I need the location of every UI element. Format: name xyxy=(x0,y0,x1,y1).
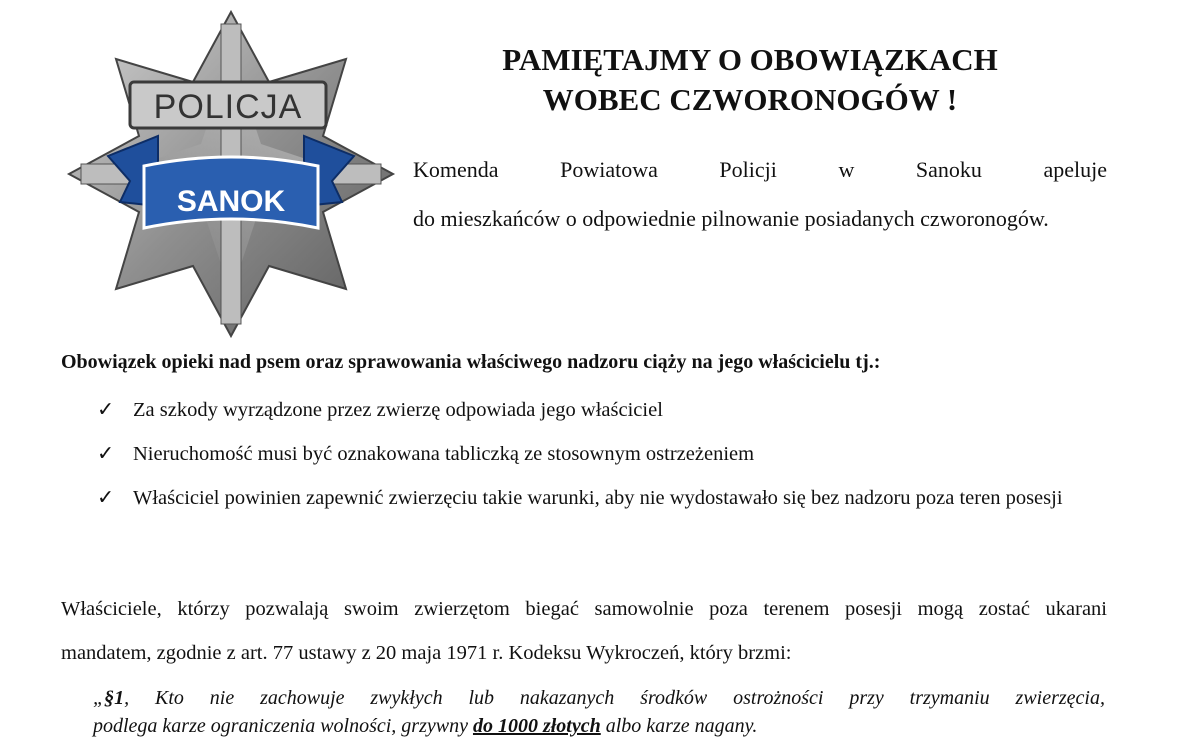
duties-list xyxy=(61,388,1107,520)
paragraph-line-1: Właściciele, którzy pozwalają swoim zwierzętom biegać samowolnie poza terenem posesji mogą zostać ukarani xyxy=(61,598,1107,620)
quote-text-3: albo karze nagany. xyxy=(600,715,758,737)
title-line-1: PAMIĘTAJMY O OBOWIĄZKACH xyxy=(502,42,998,77)
checkmark-icon: ✓ xyxy=(97,487,115,509)
list-item xyxy=(61,432,1107,476)
quote-text-1: , Kto nie zachowuje zwykłych lub nakazanych środków ostrożności przy trzymaniu zwierzęcia, xyxy=(124,687,1105,709)
list-item xyxy=(61,388,1107,432)
obligation-lead: Obowiązek opieki nad psem oraz sprawowania właściwego nadzoru ciąży na jego właścicielu tj.: xyxy=(61,351,881,373)
quote-section: §1 xyxy=(104,687,125,709)
page-title xyxy=(410,40,1090,120)
intro-paragraph xyxy=(413,145,1107,243)
duty-text: Za szkody wyrządzone przez zwierzę odpowiada jego właściciel xyxy=(133,399,663,421)
badge-ribbon-text: SANOK xyxy=(176,185,286,218)
quote-line-1 xyxy=(93,684,1105,712)
checkmark-icon: ✓ xyxy=(97,443,115,465)
intro-line-1: Komenda Powiatowa Policji w Sanoku apeluje xyxy=(413,157,1107,182)
law-quote xyxy=(93,684,1105,740)
intro-rest: do mieszkańców o odpowiednie pilnowanie posiadanych czworonogów. xyxy=(413,206,1049,231)
quote-open-mark: „ xyxy=(93,687,105,709)
legal-paragraph xyxy=(61,587,1107,675)
police-badge-logo xyxy=(66,6,396,341)
quote-text-2: podlega karze ograniczenia wolności, grzywny xyxy=(93,715,473,737)
duty-text: Właściciel powinien zapewnić zwierzęciu takie warunki, aby nie wydostawało się bez nadzoru poza teren posesji xyxy=(133,487,1063,509)
paragraph-line-2: mandatem, zgodnie z art. 77 ustawy z 20 maja 1971 r. Kodeksu Wykroczeń, który brzmi: xyxy=(61,642,792,664)
title-line-2: WOBEC CZWORONOGÓW ! xyxy=(542,82,958,117)
badge-top-text: POLICJA xyxy=(153,88,303,126)
duty-text: Nieruchomość musi być oznakowana tabliczką ze stosownym ostrzeżeniem xyxy=(133,443,755,465)
list-item xyxy=(61,476,1107,520)
quote-emphasis: do 1000 złotych xyxy=(472,715,601,737)
checkmark-icon: ✓ xyxy=(97,399,115,421)
quote-line-2 xyxy=(93,715,757,737)
